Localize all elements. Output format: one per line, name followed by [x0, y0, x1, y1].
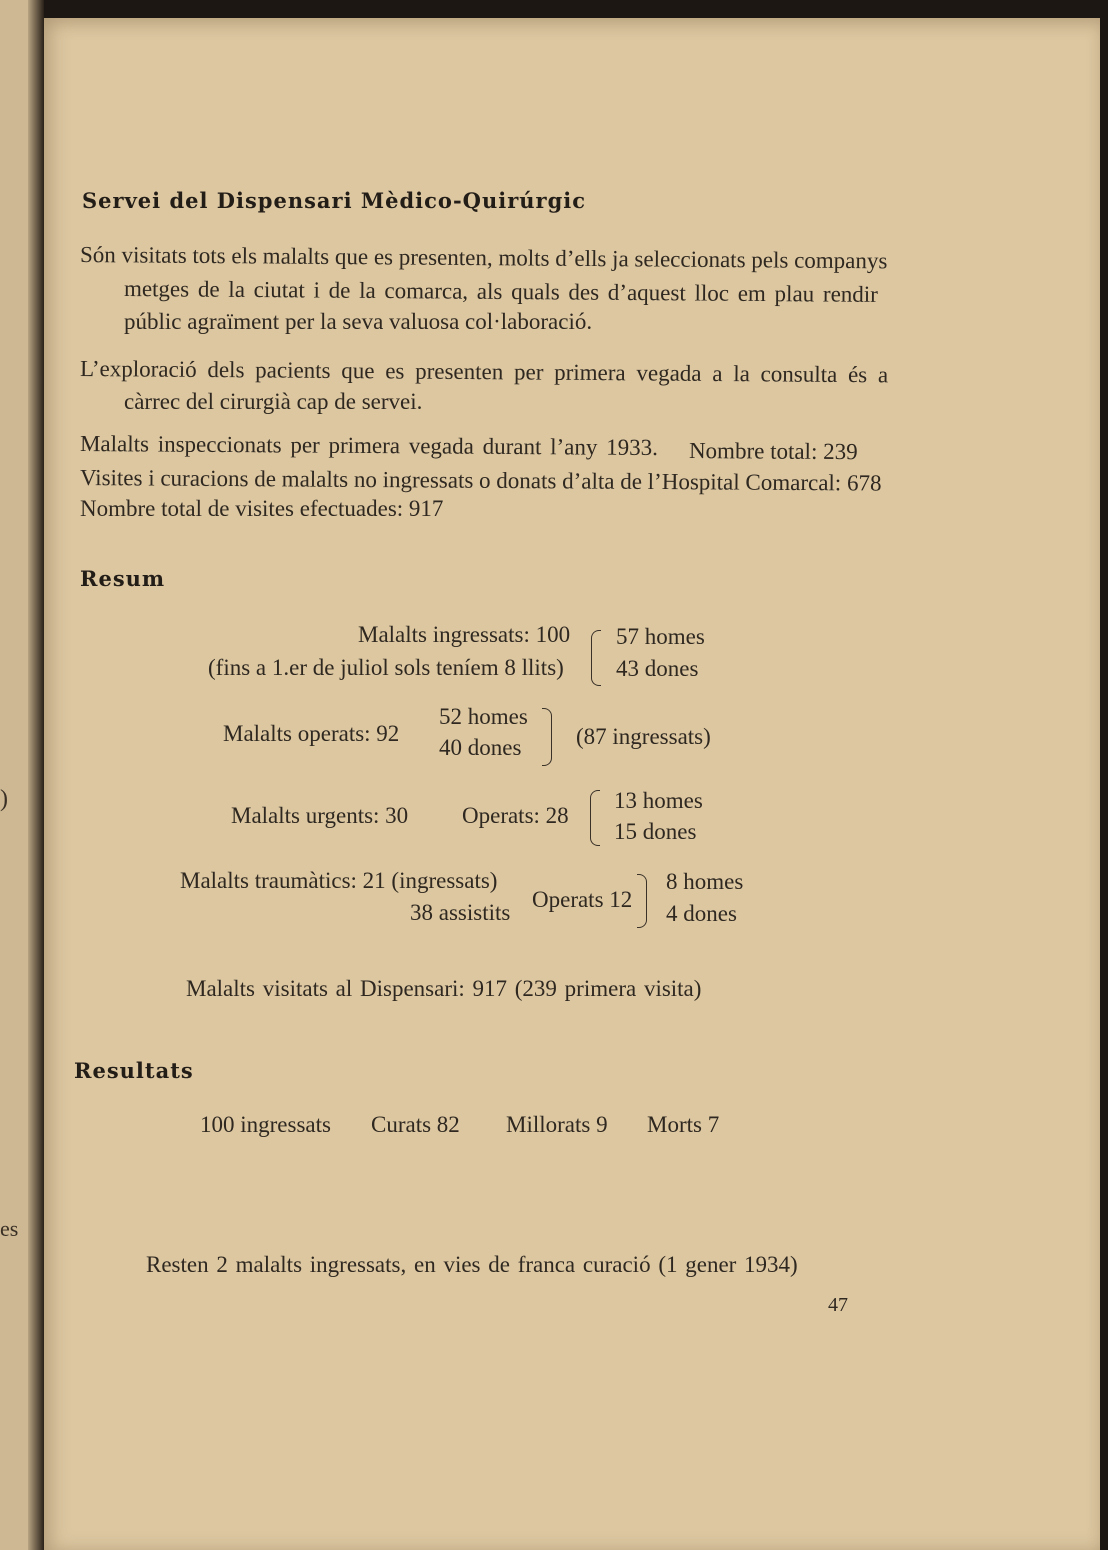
stats-line: Visites i curacions de malalts no ingressats o donats d’alta de l’Hospital Comarcal: 678 — [79, 465, 882, 496]
brace — [591, 630, 601, 686]
urgents-homes: 13 homes — [614, 788, 703, 813]
stats-line: Nombre total de visites efectuades: 917 — [80, 496, 444, 521]
resultat-millorats: Millorats 9 — [506, 1112, 608, 1137]
operats-homes: 52 homes — [439, 704, 528, 729]
paragraph-line: públic agraïment per la seva valuosa col·laboració. — [124, 309, 593, 334]
urgents-label: Malalts urgents: 30 — [231, 803, 409, 828]
binding-shadow — [28, 0, 44, 1550]
adjacent-page-edge — [0, 0, 44, 1550]
document-page — [44, 18, 1100, 1550]
stats-line: Malalts inspeccionats per primera vegada durant l’any 1933. — [79, 431, 658, 461]
ingressats-label: Malalts ingressats: 100 — [358, 622, 571, 647]
brace — [590, 790, 600, 846]
resultats-heading: Resultats — [74, 1058, 194, 1083]
section-title: Servei del Dispensari Mèdico-Quirúrgic — [82, 188, 587, 213]
paragraph-line: Són visitats tots els malalts que es presenten, molts d’ells ja seleccionats pels companys — [79, 242, 888, 274]
paragraph-line: càrrec del cirurgià cap de servei. — [124, 389, 423, 414]
traumatics-operats: Operats 12 — [532, 887, 633, 912]
brace — [637, 874, 647, 928]
operats-label: Malalts operats: 92 — [223, 721, 400, 746]
adjacent-page-glyph: es — [0, 1216, 19, 1241]
adjacent-page-glyph: ) — [0, 786, 8, 812]
page-number: 47 — [828, 1294, 848, 1316]
traumatics-assistits: 38 assistits — [410, 900, 511, 925]
paragraph-line: L’exploració dels pacients que es presenten per primera vegada a la consulta és a — [79, 356, 889, 388]
traumatics-dones: 4 dones — [666, 901, 737, 926]
operats-note: (87 ingressats) — [576, 724, 711, 749]
resultat-ingressats: 100 ingressats — [200, 1112, 331, 1137]
ingressats-note: (fins a 1.er de juliol sols teníem 8 llits) — [208, 655, 564, 680]
urgents-operats: Operats: 28 — [462, 803, 569, 828]
traumatics-label: Malalts traumàtics: 21 (ingressats) — [180, 868, 498, 893]
closing-line: Resten 2 malalts ingressats, en vies de franca curació (1 gener 1934) — [146, 1252, 798, 1277]
urgents-dones: 15 dones — [614, 819, 697, 844]
traumatics-homes: 8 homes — [666, 869, 744, 894]
paragraph-line: metges de la ciutat i de la comarca, als quals des d’aquest lloc em plau rendir — [123, 276, 878, 307]
operats-dones: 40 dones — [439, 735, 522, 760]
resum-heading: Resum — [80, 566, 166, 591]
resultat-curats: Curats 82 — [371, 1112, 460, 1137]
ingressats-homes: 57 homes — [616, 624, 705, 649]
resultat-morts: Morts 7 — [647, 1112, 720, 1137]
ingressats-dones: 43 dones — [616, 656, 699, 681]
brace — [542, 708, 552, 766]
visitats-line: Malalts visitats al Dispensari: 917 (239 primera visita) — [186, 976, 702, 1001]
stats-total: Nombre total: 239 — [688, 438, 858, 465]
